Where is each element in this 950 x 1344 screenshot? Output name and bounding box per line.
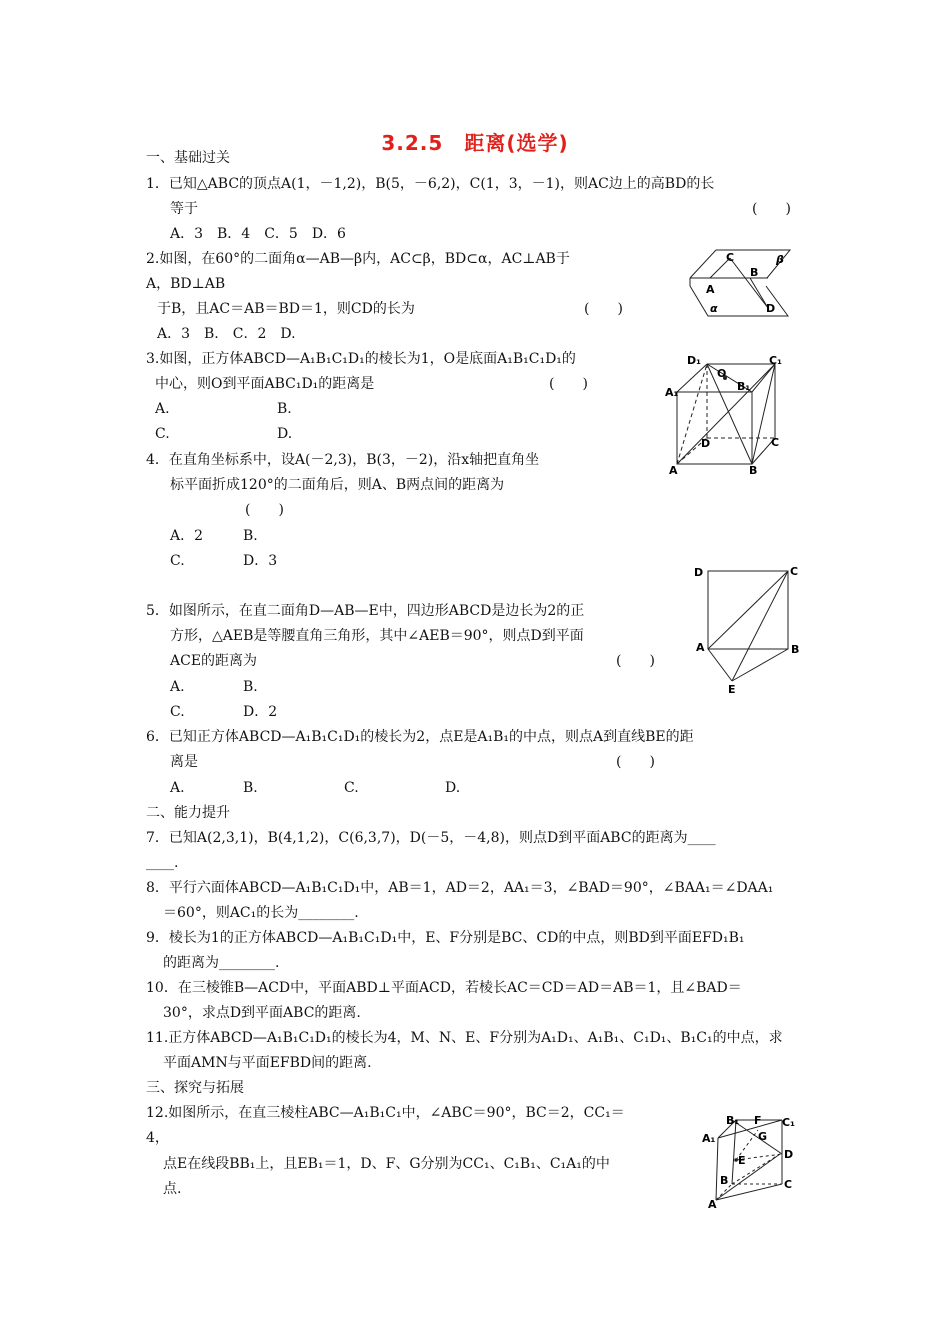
q2-line-3: 于B，且AC＝AB＝BD＝1，则CD的长为 <box>157 301 415 317</box>
q5-option-c: C. <box>170 704 185 720</box>
q6-line-2: 离是 <box>170 754 198 770</box>
q2-line-2: A，BD⊥AB <box>146 276 226 292</box>
fig3-label-B: B <box>749 464 758 477</box>
q3-option-b: B. <box>277 401 292 417</box>
fig12-label-D: D <box>784 1148 794 1161</box>
q5-option-a: A. <box>170 679 185 695</box>
q8-line-1: 8．平行六面体ABCD—A₁B₁C₁D₁中，AB＝1，AD＝2，AA₁＝3，∠BAD＝90°，∠BAA₁＝∠DAA₁ <box>146 880 774 896</box>
fig5-label-E: E <box>728 683 736 696</box>
q4-line-1: 4．在直角坐标系中，设A(－2,3)，B(3，－2)，沿x轴把直角坐 <box>146 452 540 468</box>
figure-square-triangle-5 <box>690 563 805 698</box>
q4-line-2: 标平面折成120°的二面角后，则A、B两点间的距离为 <box>170 477 505 493</box>
q3-line-1: 3.如图，正方体ABCD—A₁B₁C₁D₁的棱长为1，O是底面A₁B₁C₁D₁的 <box>146 351 576 367</box>
section-heading-basic: 一、基础过关 <box>146 150 230 166</box>
fig12-label-B1: B₁ <box>726 1114 740 1127</box>
q10-line-1: 10．在三棱锥B—ACD中，平面ABD⊥平面ACD，若棱长AC＝CD＝AD＝AB＝1，且∠BAD＝ <box>146 980 742 996</box>
figure-prism-12 <box>702 1114 802 1210</box>
fig2-label-B: B <box>750 266 759 279</box>
q3-answer-parens: ( ) <box>549 376 588 392</box>
q11-line-2: 平面AMN与平面EFBD间的距离. <box>163 1055 372 1071</box>
q6-option-b: B. <box>243 780 258 796</box>
q1-line-2: 等于 <box>170 201 198 217</box>
fig3-label-O: O <box>717 367 727 380</box>
q10-line-2: 30°，求点D到平面ABC的距离. <box>163 1005 361 1021</box>
q5-answer-parens: ( ) <box>616 653 655 669</box>
q6-line-1: 6．已知正方体ABCD—A₁B₁C₁D₁的棱长为2，点E是A₁B₁的中点，则点A到直线BE的距 <box>146 729 694 745</box>
fig2-label-alpha: α <box>710 302 718 315</box>
fig2-label-D: D <box>766 302 776 315</box>
q4-option-c: C. <box>170 553 185 569</box>
q1-options: A．3 B．4 C．5 D．6 <box>170 226 346 242</box>
q5-option-b: B. <box>243 679 258 695</box>
fig12-label-C: C <box>784 1178 793 1191</box>
q5-line-1: 5．如图所示，在直二面角D—AB—E中，四边形ABCD是边长为2的正 <box>146 603 585 619</box>
section-heading-ability: 二、能力提升 <box>146 805 230 821</box>
q9-line-1: 9．棱长为1的正方体ABCD—A₁B₁C₁D₁中，E、F分别是BC、CD的中点，则BD到平面EFD₁B₁ <box>146 930 745 946</box>
q7-line-2: ____. <box>146 855 179 871</box>
q11-line-1: 11.正方体ABCD—A₁B₁C₁D₁的棱长为4，M、N、E、F分别为A₁D₁、A₁B₁、C₁D₁、B₁C₁的中点，求 <box>146 1030 783 1046</box>
fig3-label-A: A <box>669 464 678 477</box>
fig12-label-F: F <box>754 1114 762 1127</box>
fig5-label-D: D <box>694 566 704 579</box>
fig12-label-E: E <box>738 1154 746 1167</box>
fig3-label-A1: A₁ <box>665 386 679 399</box>
fig3-label-C1: C₁ <box>769 354 782 367</box>
q1-line-1: 1．已知△ABC的顶点A(1，－1,2)，B(5，－6,2)，C(1，3，－1)，则AC边上的高BD的长 <box>146 176 715 192</box>
q6-answer-parens: ( ) <box>616 754 655 770</box>
q4-option-b: B. <box>243 528 258 544</box>
q4-option-a: A．2 <box>170 528 204 544</box>
q3-option-c: C. <box>155 426 170 442</box>
page-title: 3.2.5 距离(选学) <box>381 131 569 155</box>
q2-options: A．3 B. C．2 D. <box>157 326 296 342</box>
q4-option-d: D．3 <box>243 553 278 569</box>
q3-option-d: D. <box>277 426 293 442</box>
fig12-label-A: A <box>708 1198 717 1211</box>
q3-option-a: A. <box>155 401 170 417</box>
q5-line-3: ACE的距离为 <box>170 653 258 669</box>
q1-answer-parens: ( ) <box>752 201 791 217</box>
q6-option-c: C. <box>344 780 359 796</box>
q12-line-4: 点. <box>163 1181 182 1197</box>
fig12-label-C1: C₁ <box>782 1116 795 1129</box>
fig12-label-A1: A₁ <box>702 1132 716 1145</box>
fig3-label-D1: D₁ <box>687 354 701 367</box>
q4-answer-parens: ( ) <box>245 502 284 518</box>
figure-dihedral-angle <box>688 248 793 320</box>
fig12-label-G: G <box>758 1130 768 1143</box>
q9-line-2: 的距离为________. <box>163 955 280 971</box>
fig5-label-C: C <box>790 565 799 578</box>
fig2-label-A: A <box>706 283 715 296</box>
q5-option-d: D．2 <box>243 704 278 720</box>
fig5-label-A: A <box>696 641 705 654</box>
q2-answer-parens: ( ) <box>584 301 623 317</box>
q3-line-2: 中心，则O到平面ABC₁D₁的距离是 <box>155 376 375 392</box>
q12-line-3: 点E在线段BB₁上，且EB₁＝1，D、F、G分别为CC₁、C₁B₁、C₁A₁的中 <box>163 1156 610 1172</box>
fig3-label-D: D <box>701 437 711 450</box>
fig3-label-B1: B₁ <box>737 380 751 393</box>
section-heading-explore: 三、探究与拓展 <box>146 1080 244 1096</box>
q6-option-a: A. <box>170 780 185 796</box>
q7-line-1: 7．已知A(2,3,1)，B(4,1,2)，C(6,3,7)，D(－5，－4,8)，则点D到平面ABC的距离为____ <box>146 830 716 846</box>
fig3-label-C: C <box>771 436 780 449</box>
q2-line-1: 2.如图，在60°的二面角α—AB—β内，AC⊂β，BD⊂α，AC⊥AB于 <box>146 251 570 267</box>
fig2-label-C: C <box>726 251 735 264</box>
q6-option-d: D. <box>445 780 461 796</box>
figure-cube-3 <box>665 352 790 480</box>
fig12-label-B: B <box>720 1174 729 1187</box>
q12-line-1: 12.如图所示，在直三棱柱ABC—A₁B₁C₁中，∠ABC＝90°，BC＝2，CC₁＝ <box>146 1105 625 1121</box>
q8-line-2: ＝60°，则AC₁的长为________. <box>163 905 359 921</box>
q5-line-2: 方形，△AEB是等腰直角三角形，其中∠AEB＝90°，则点D到平面 <box>170 628 584 644</box>
fig2-label-beta: β <box>776 253 784 266</box>
fig5-label-B: B <box>791 643 800 656</box>
q12-line-2: 4， <box>146 1130 169 1146</box>
